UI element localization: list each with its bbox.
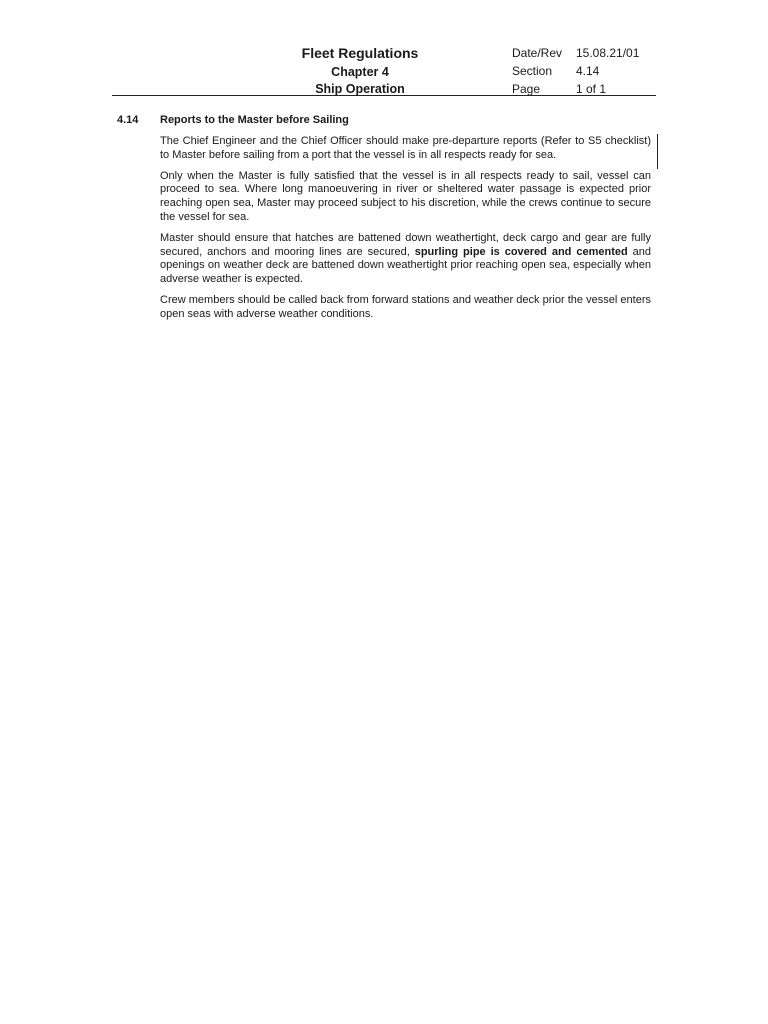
section-number: 4.14 [117, 114, 139, 126]
document-header [112, 40, 656, 96]
chapter-title: Ship Operation [315, 82, 405, 96]
meta-value: 4.14 [576, 64, 600, 78]
meta-value: 1 of 1 [576, 82, 607, 96]
meta-row-date-rev [512, 44, 639, 62]
emphasis-spurling-pipe: spurling pipe is covered and cemented [414, 245, 628, 258]
meta-value: 15.08.21/01 [576, 46, 640, 60]
chapter-number: Chapter 4 [331, 65, 389, 79]
section-heading: Reports to the Master before Sailing [160, 114, 349, 126]
paragraph-pre-departure-reports: The Chief Engineer and the Chief Officer should make pre-departure reports (Refer to S5 checklist) to Master before sailing from a port that the vessel is in all respects ready for sea. [160, 135, 651, 161]
meta-label: Date/Rev [512, 46, 563, 60]
revision-bar [657, 134, 658, 169]
meta-label: Section [512, 64, 553, 78]
paragraph-text: Master should ensure that hatches are battened down weathertight, deck cargo and gear are fully secured, anchors and mooring lines are secured, [160, 231, 651, 258]
paragraph-text: and openings on weather deck are battened down weathertight prior reaching open sea, especially when adverse weather is expected. [160, 245, 651, 286]
document-title: Fleet Regulations [301, 45, 419, 61]
meta-label: Page [512, 82, 541, 96]
meta-row-page [512, 80, 639, 98]
document-meta [512, 44, 639, 98]
paragraph-crew-called-back: Crew members should be called back from forward stations and weather deck prior the vessel enters open seas with adverse weather conditions. [160, 293, 651, 320]
paragraph-hatches-battened [160, 232, 651, 287]
paragraph-master-satisfied: Only when the Master is fully satisfied that the vessel is in all respects ready to sail, vessel can proceed to sea. Where long manoeuvering in river or sheltered water passage is expected prior reaching open sea, Master may proceed subject to his discretion, while the crews continue to secure the vessel for sea. [160, 169, 651, 223]
header-titles [270, 40, 450, 98]
meta-row-section [512, 62, 639, 80]
section-body [160, 135, 651, 329]
